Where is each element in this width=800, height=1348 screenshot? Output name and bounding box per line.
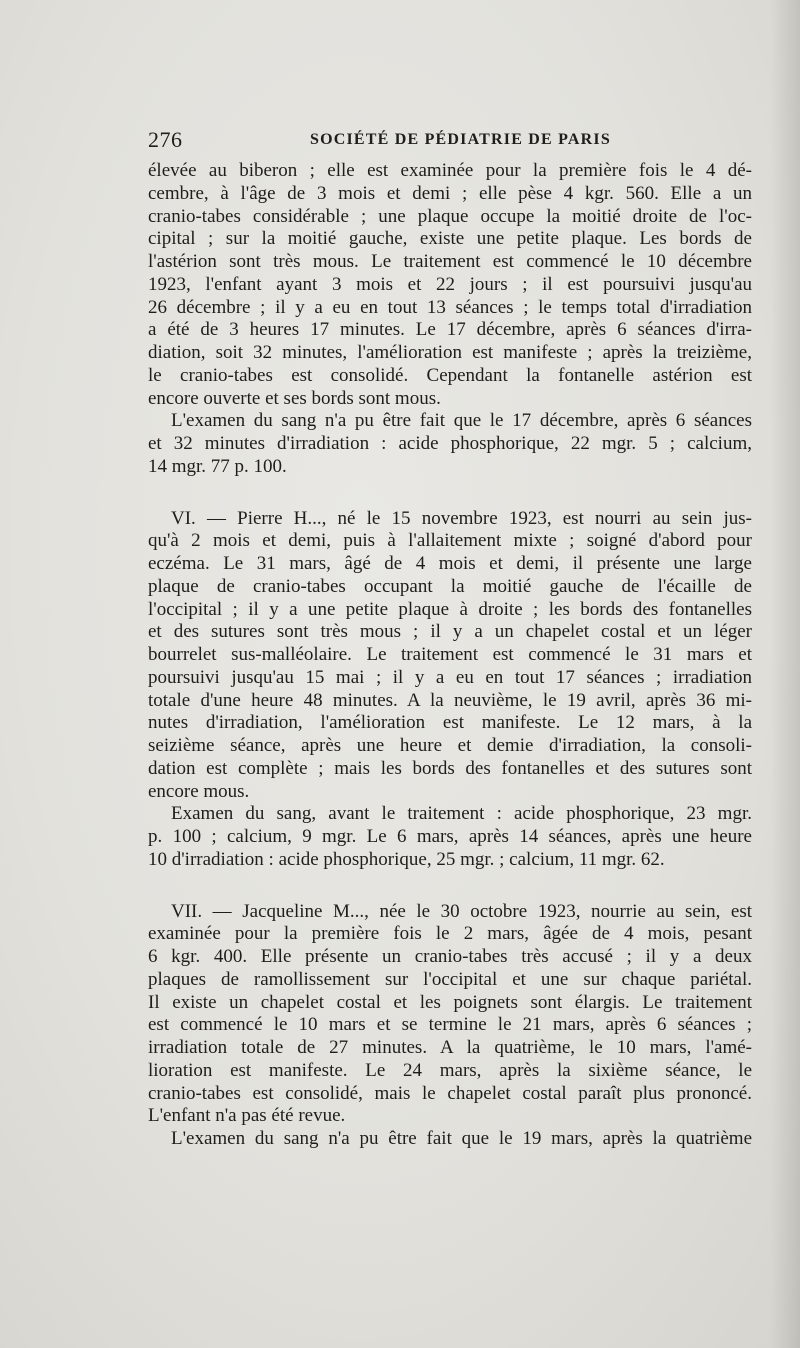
text-line: totale d'une heure 48 minutes. A la neuvième, le 19 avril, après 36 mi- [148,689,752,711]
text-line: 10 d'irradiation : acide phosphorique, 25 mgr. ; calcium, 11 mgr. 62. [148,848,665,870]
text-line: examinée pour la première fois le 2 mars, âgée de 4 mois, pesant [148,923,752,945]
text-line: L'examen du sang n'a pu être fait que le 19 mars, après la quatrième [171,1128,752,1149]
paragraph-gap [148,479,752,508]
text-line: cembre, à l'âge de 3 mois et demi ; elle pèse 4 kgr. 560. Elle a un [148,182,752,204]
text-line: 26 décembre ; il y a eu en tout 13 séances ; le temps total d'irradiation [148,296,752,318]
text-line: VII. — Jacqueline M..., née le 30 octobre 1923, nourrie au sein, est [171,900,752,922]
paragraph-blood-exam-vi [148,803,752,871]
text-line: L'examen du sang n'a pu être fait que le 17 décembre, après 6 séances [171,410,752,432]
paragraph-case-v-end [148,160,752,410]
text-line: seizième séance, après une heure et demie d'irradiation, la consoli- [148,735,752,756]
text-line: encore mous. [148,780,250,802]
text-line: diation, soit 32 minutes, l'amélioration est manifeste ; après la treizième, [148,342,752,363]
running-header [148,127,748,155]
text-line: L'enfant n'a pas été revue. [148,1105,346,1127]
paragraph-blood-exam-v [148,410,752,478]
paragraph-blood-exam-vii [148,1128,752,1151]
text-line: eczéma. Le 31 mars, âgé de 4 mois et demi, il présente une large [148,553,752,574]
text-line: Examen du sang, avant le traitement : acide phosphorique, 23 mgr. [171,803,752,825]
text-line: 1923, l'enfant ayant 3 mois et 22 jours ; il est poursuivi jusqu'au [148,273,752,295]
text-line: élevée au biberon ; elle est examinée pour la première fois le 4 dé- [148,160,752,181]
journal-title: SOCIÉTÉ DE PÉDIATRIE DE PARIS [310,131,611,148]
text-line: p. 100 ; calcium, 9 mgr. Le 6 mars, après 14 séances, après une heure [148,826,752,847]
text-line: et 32 minutes d'irradiation : acide phosphorique, 22 mgr. 5 ; calcium, [148,433,752,454]
text-line: poursuivi jusqu'au 15 mai ; il y a eu en tout 17 séances ; irradiation [148,666,752,688]
page-edge-shadow [770,0,800,1348]
text-line: bourrelet sus-malléolaire. Le traitement est commencé le 31 mars et [148,644,752,665]
text-line: plaques de ramollissement sur l'occipital et une sur chaque pariétal. [148,968,752,990]
body-text [148,160,752,1151]
text-line: qu'à 2 mois et demi, puis à l'allaitement mixte ; soigné d'abord pour [148,530,752,552]
paragraph-case-vi [148,508,752,804]
paragraph-case-vii [148,901,752,1129]
text-line: est commencé le 10 mars et se termine le 21 mars, après 6 séances ; [148,1014,752,1036]
text-line: Il existe un chapelet costal et les poignets sont élargis. Le traitement [148,991,752,1013]
text-line: irradiation totale de 27 minutes. A la quatrième, le 10 mars, l'amé- [148,1037,752,1058]
text-line: nutes d'irradiation, l'amélioration est manifeste. Le 12 mars, à la [148,712,752,734]
text-line: et des sutures sont très mous ; il y a un chapelet costal et un léger [148,621,752,643]
text-line: encore ouverte et ses bords sont mous. [148,387,441,409]
text-line: cranio-tabes est consolidé, mais le chapelet costal paraît plus prononcé. [148,1082,752,1104]
text-line: cipital ; sur la moitié gauche, existe une petite plaque. Les bords de [148,228,752,250]
text-line: le cranio-tabes est consolidé. Cependant la fontanelle astérion est [148,364,752,386]
text-line: 14 mgr. 77 p. 100. [148,455,287,477]
text-line: a été de 3 heures 17 minutes. Le 17 décembre, après 6 séances d'irra- [148,319,752,341]
text-line: plaque de cranio-tabes occupant la moitié gauche de l'écaille de [148,575,752,597]
text-line: VI. — Pierre H..., né le 15 novembre 1923, est nourri au sein jus- [171,507,752,529]
text-line: cranio-tabes considérable ; une plaque occupe la moitié droite de l'oc- [148,205,752,227]
text-line: 6 kgr. 400. Elle présente un cranio-tabes très accusé ; il y a deux [148,946,752,967]
page-number: 276 [148,127,183,152]
text-line: lioration est manifeste. Le 24 mars, après la sixième séance, le [148,1059,752,1081]
paragraph-gap [148,872,752,901]
text-line: l'astérion sont très mous. Le traitement est commencé le 10 décembre [148,251,752,272]
text-line: dation est complète ; mais les bords des fontanelles et des sutures sont [148,757,752,779]
text-line: l'occipital ; il y a une petite plaque à droite ; les bords des fontanelles [148,598,752,620]
